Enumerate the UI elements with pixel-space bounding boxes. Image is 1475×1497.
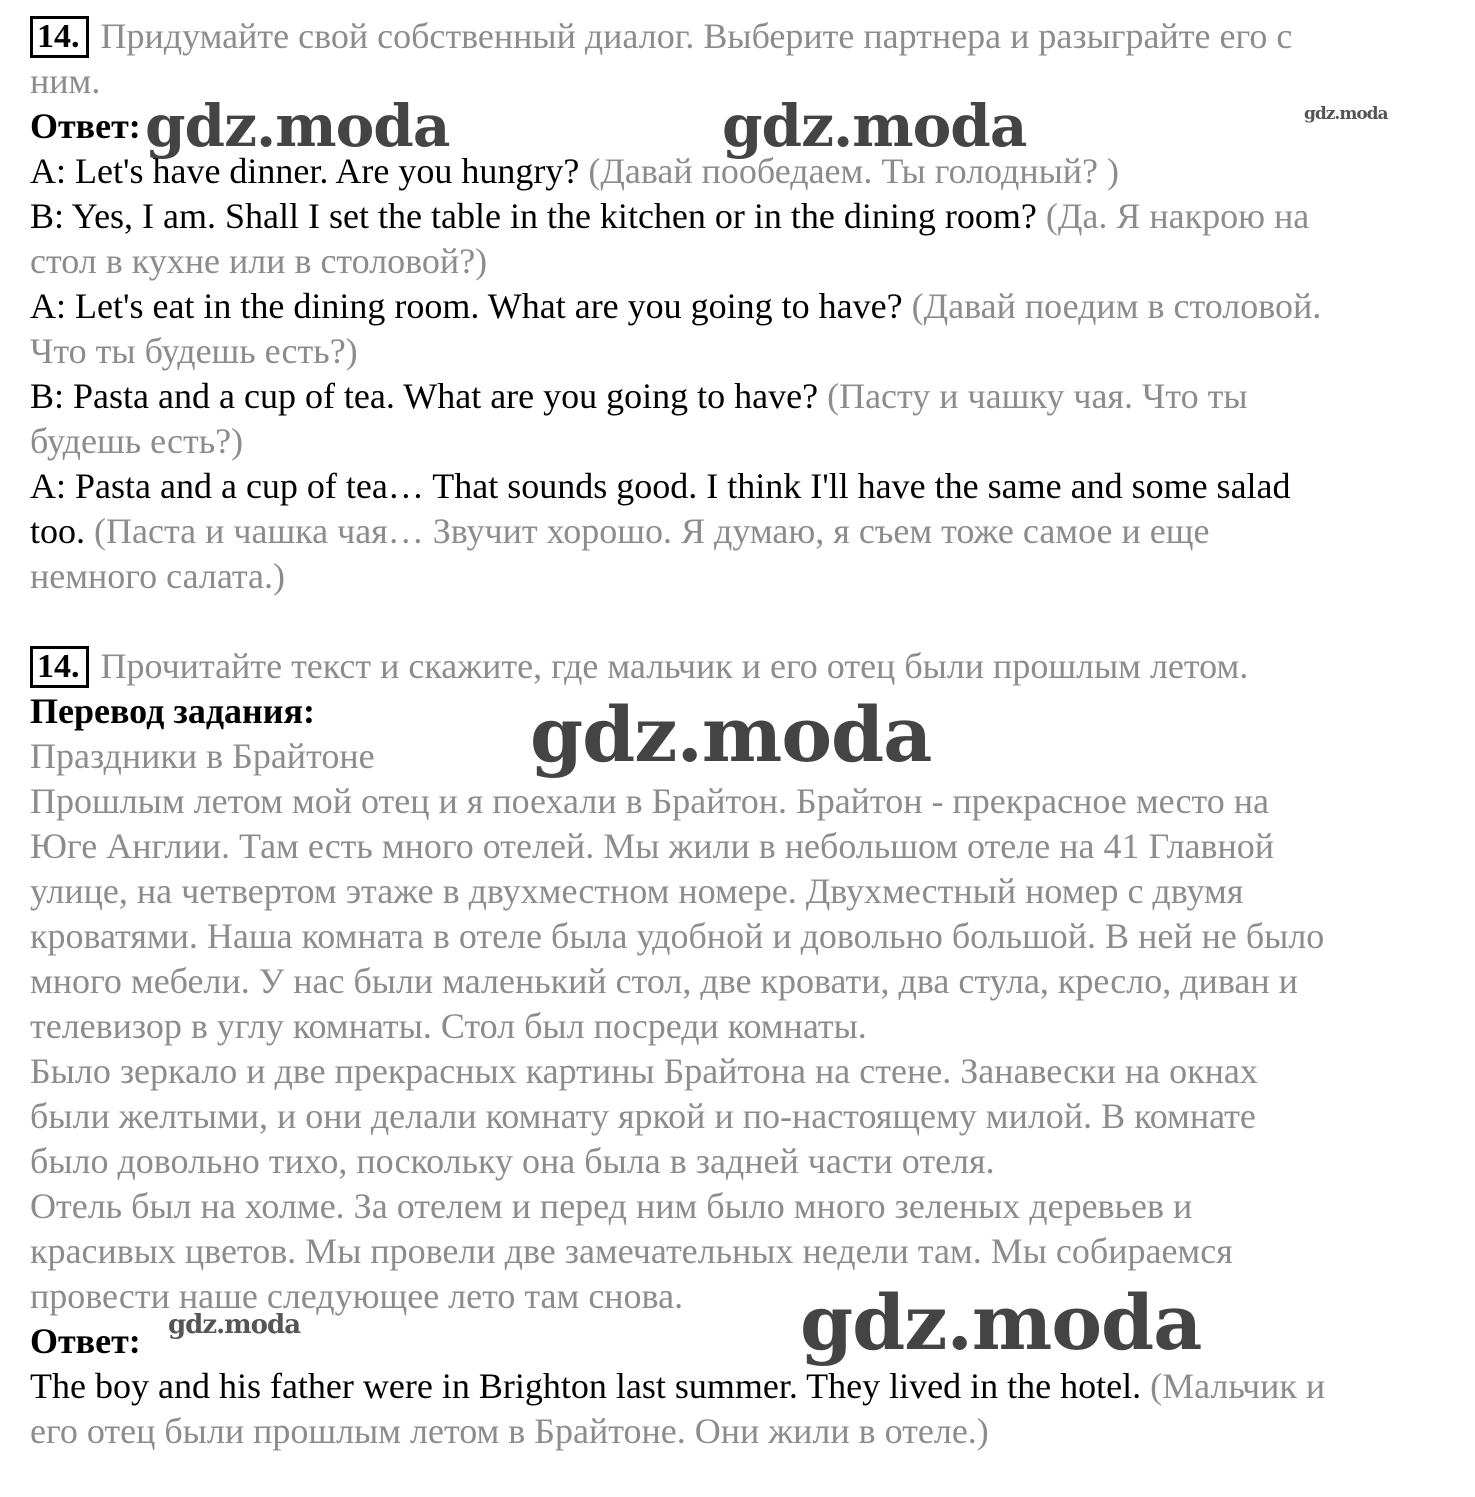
watermark: gdz.moda	[800, 1278, 1202, 1367]
dialog-line: Что ты будешь есть?)	[30, 331, 358, 371]
watermark: gdz.moda	[1304, 104, 1388, 124]
story-line: красивых цветов. Мы провели две замечательных недели там. Мы собираемся	[30, 1231, 1233, 1271]
watermark: gdz.moda	[145, 92, 450, 160]
story-title: Праздники в Брайтоне	[30, 736, 375, 776]
task2-prompt-line	[30, 644, 1450, 689]
section-gap	[30, 599, 1450, 644]
task2-prompt: Прочитайте текст и скажите, где мальчик и его отец были прошлым летом.	[100, 646, 1249, 686]
task2-answer-line2: его отец были прошлым летом в Брайтоне. Они жили в отеле.)	[30, 1411, 989, 1451]
watermark: gdz.moda	[722, 92, 1027, 160]
dialog-line: too. (Паста и чашка чая… Звучит хорошо. Я думаю, я съем тоже самое и еще	[30, 511, 1210, 551]
story-line: были желтыми, и они делали комнату яркой и по-настоящему милой. В комнате	[30, 1096, 1256, 1136]
story-line: было довольно тихо, поскольку она была в задней части отеля.	[30, 1141, 995, 1181]
story-line: кроватями. Наша комната в отеле была удобной и довольно большой. В ней не было	[30, 916, 1325, 956]
story-line: Было зеркало и две прекрасных картины Брайтона на стене. Занавески на окнах	[30, 1051, 1258, 1091]
watermark: gdz.moda	[168, 1310, 301, 1340]
task1-number-box: 14.	[30, 16, 89, 58]
story-line: улице, на четвертом этаже в двухместном номере. Двухместный номер с двумя	[30, 871, 1244, 911]
task1-prompt-line1	[30, 14, 1450, 59]
task2-answer-label: Ответ:	[30, 1321, 141, 1361]
dialog-line: A: Let's have dinner. Are you hungry? (Давай пообедаем. Ты голодный? )	[30, 151, 1120, 191]
story-line: Прошлым летом мой отец и я поехали в Брайтон. Брайтон - прекрасное место на	[30, 781, 1269, 821]
translation-label: Перевод задания:	[30, 691, 315, 731]
watermark: gdz.moda	[530, 690, 932, 779]
task2-answer-line1: The boy and his father were in Brighton last summer. They lived in the hotel. (Мальчик и	[30, 1366, 1326, 1406]
story-line: провести наше следующее лето там снова.	[30, 1276, 684, 1316]
dialog-line: A: Pasta and a cup of tea… That sounds good. I think I'll have the same and some salad	[30, 466, 1291, 506]
dialog-line: немного салата.)	[30, 556, 286, 596]
dialog-line: стол в кухне или в столовой?)	[30, 241, 488, 281]
story-line: Юге Англии. Там есть много отелей. Мы жили в небольшом отеле на 41 Главной	[30, 826, 1275, 866]
story-line: телевизор в углу комнаты. Стол был посреди комнаты.	[30, 1006, 867, 1046]
dialog-line: B: Pasta and a cup of tea. What are you going to have? (Пасту и чашку чая. Что ты	[30, 376, 1248, 416]
story-line: много мебели. У нас были маленький стол, две кровати, два стула, кресло, диван и	[30, 961, 1298, 1001]
dialog-line: B: Yes, I am. Shall I set the table in the kitchen or in the dining room? (Да. Я накрою на	[30, 196, 1310, 236]
task1-prompt: Придумайте свой собственный диалог. Выберите партнера и разыграйте его с	[100, 16, 1293, 56]
task1-answer-label: Ответ:	[30, 106, 141, 146]
dialog-line: будешь есть?)	[30, 421, 244, 461]
story-line: Отель был на холме. За отелем и перед ним было много зеленых деревьев и	[30, 1186, 1193, 1226]
task1-prompt-line2: ним.	[30, 61, 101, 101]
dialog-line: A: Let's eat in the dining room. What are you going to have? (Давай поедим в столовой.	[30, 286, 1322, 326]
task2-number-box: 14.	[30, 646, 89, 688]
